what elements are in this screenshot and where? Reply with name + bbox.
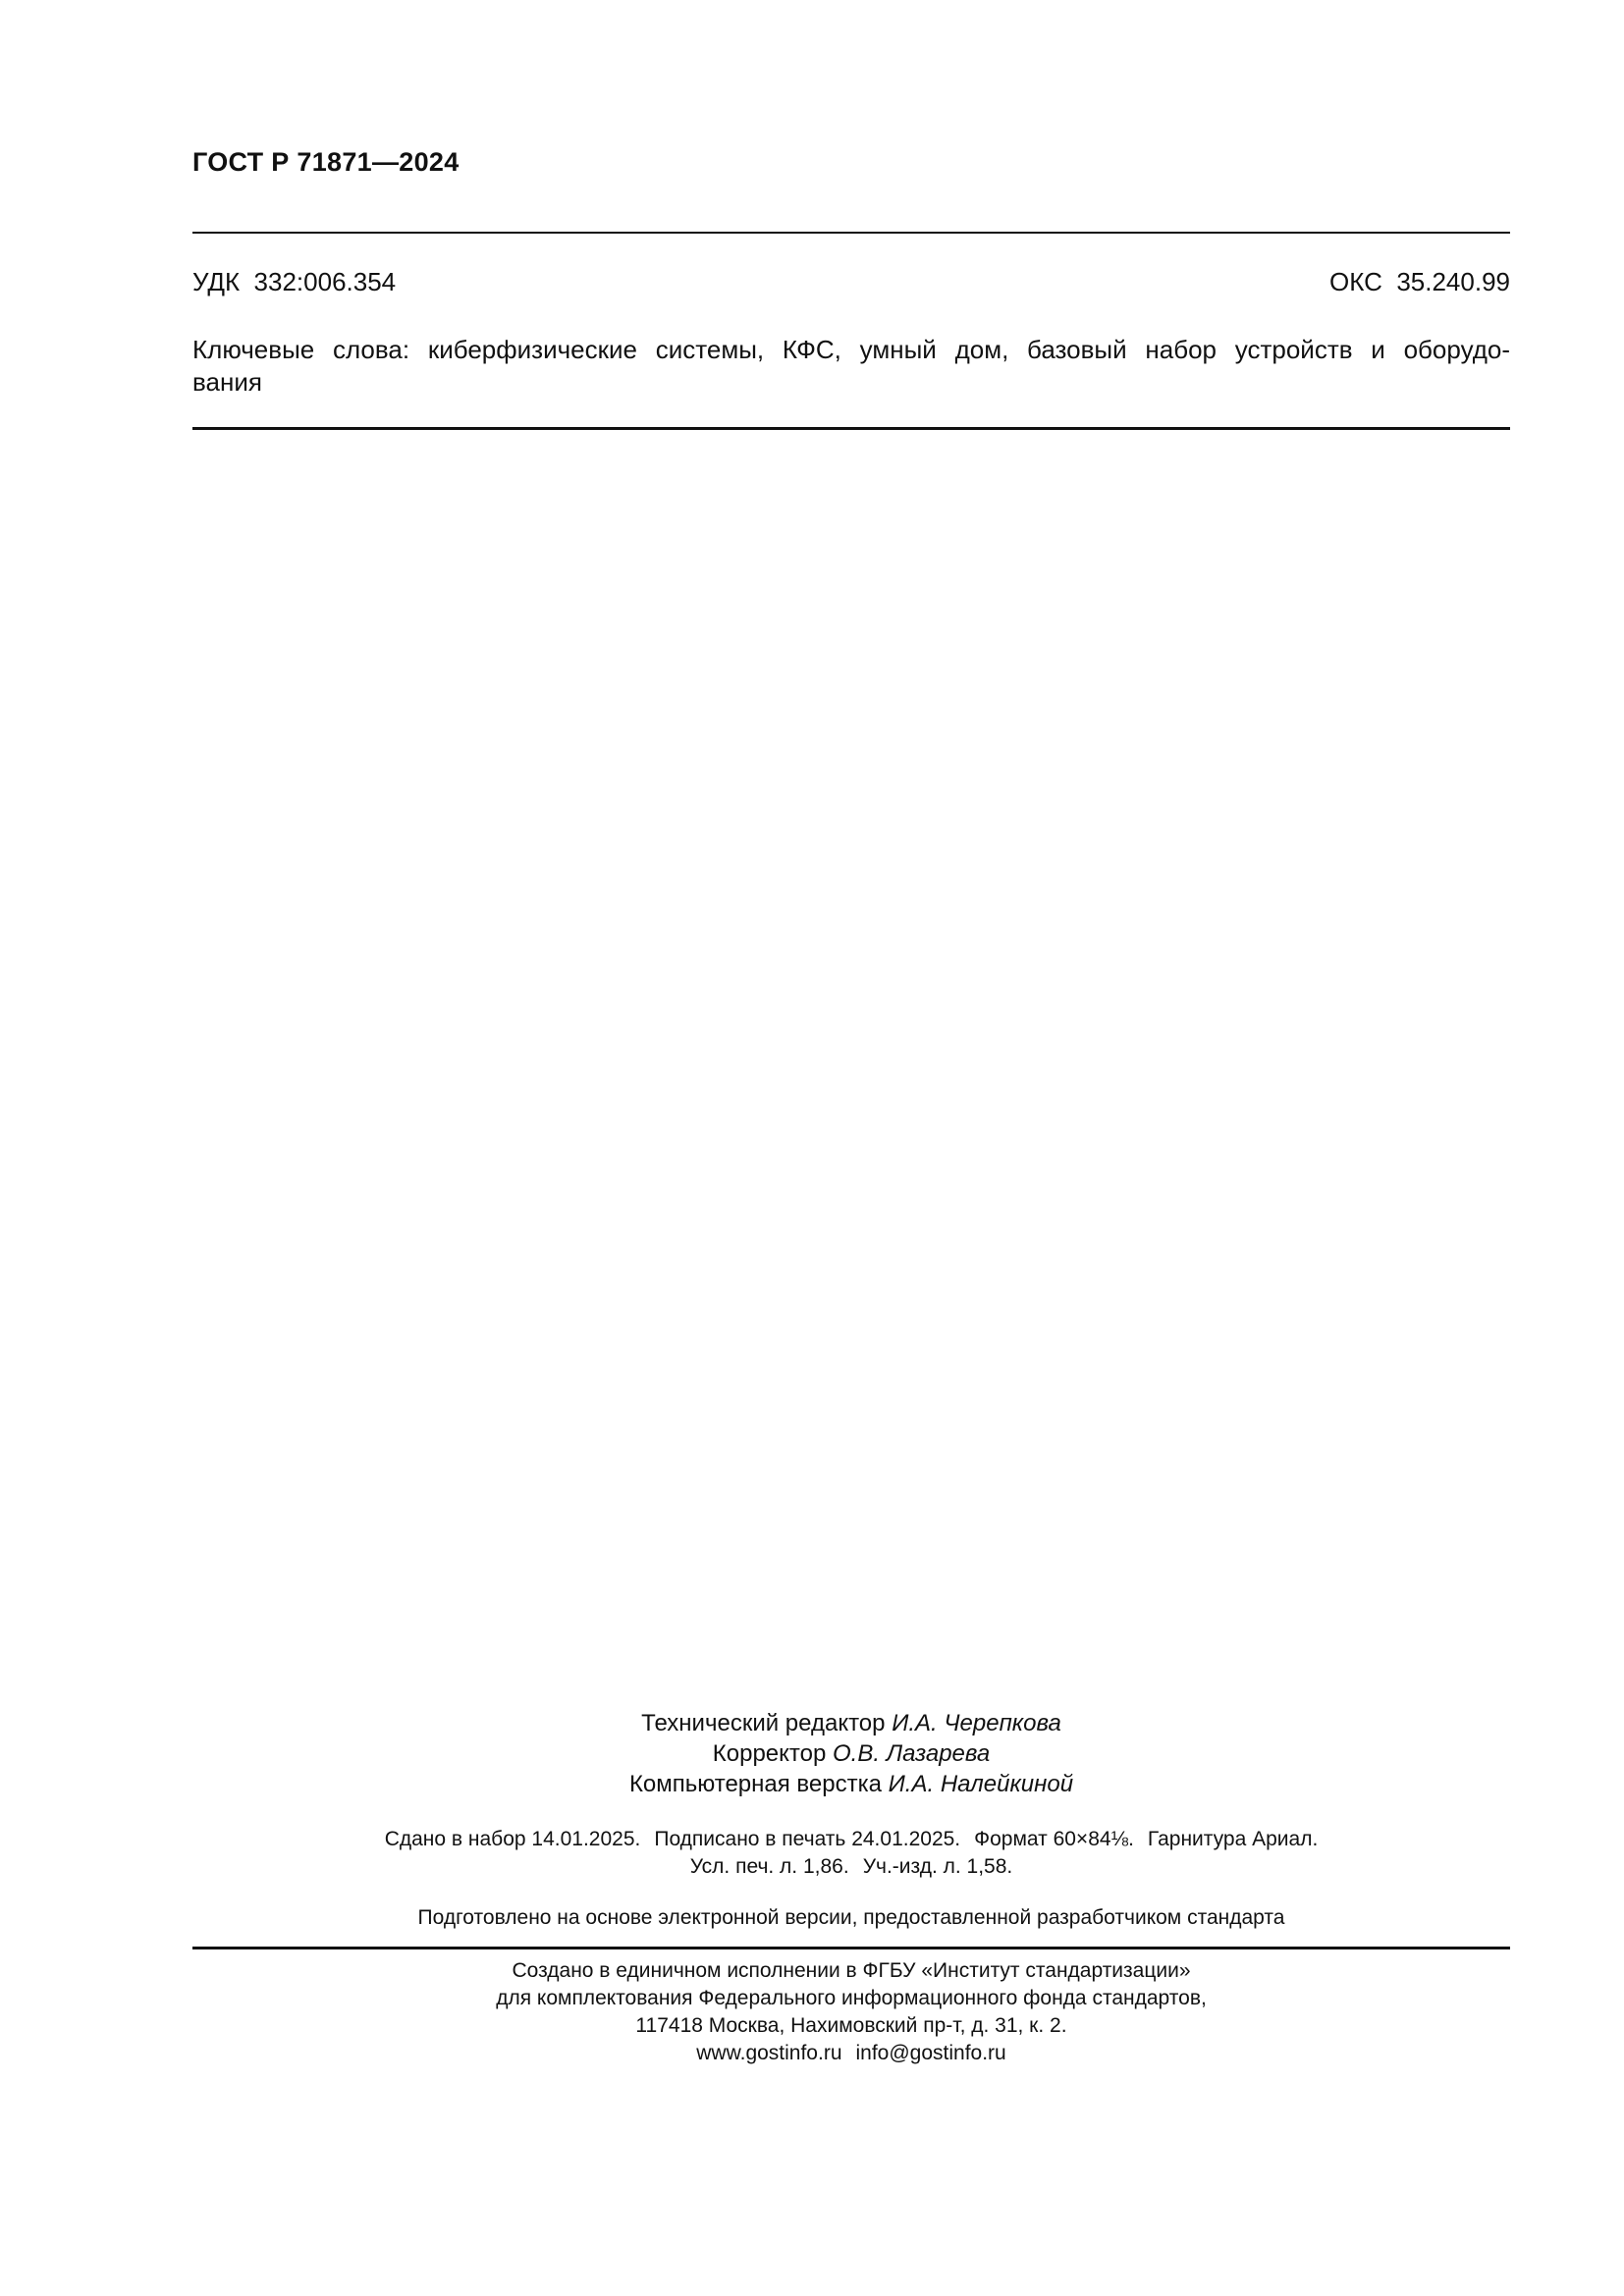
keywords-line-1: Ключевые слова: киберфизические системы, КФС, умный дом, базовый набор устройств и оборудо- — [192, 335, 1510, 364]
submitted-date: Сдано в набор 14.01.2025. — [384, 1828, 641, 1850]
print-sheets: Усл. печ. л. 1,86. — [689, 1855, 849, 1878]
technical-editor-line — [192, 1708, 1510, 1738]
bottom-divider — [192, 1947, 1510, 1949]
publisher-sheets: Уч.-изд. л. 1,58. — [862, 1855, 1013, 1878]
technical-editor-label: Технический редактор — [641, 1710, 886, 1736]
top-divider — [192, 232, 1510, 234]
corrector-name: О.В. Лазарева — [833, 1740, 991, 1767]
print-info-block — [192, 1826, 1510, 1881]
layout-line — [192, 1769, 1510, 1799]
technical-editor-name: И.А. Черепкова — [892, 1710, 1061, 1736]
standard-code: ГОСТ Р 71871—2024 — [192, 147, 460, 177]
layout-name: И.А. Налейкиной — [888, 1771, 1074, 1797]
signed-date: Подписано в печать 24.01.2025. — [654, 1828, 961, 1850]
publisher-line-2: для комплектования Федерального информационного фонда стандартов, — [496, 1987, 1207, 2009]
oks-code: ОКС 35.240.99 — [1329, 267, 1510, 296]
keywords-line-2: вания — [192, 367, 262, 397]
paper-format: Формат 60×84⅛. — [974, 1828, 1134, 1850]
publisher-address: 117418 Москва, Нахимовский пр-т, д. 31, к. 2. — [635, 2014, 1067, 2037]
publisher-block — [192, 1957, 1510, 2067]
typeface: Гарнитура Ариал. — [1147, 1828, 1319, 1850]
email-link[interactable]: info@gostinfo.ru — [855, 2042, 1006, 2064]
keywords-divider — [192, 427, 1510, 430]
prepared-note: Подготовлено на основе электронной версии, предоставленной разработчиком стандарта — [417, 1906, 1285, 1929]
publisher-line-1: Создано в единичном исполнении в ФГБУ «Институт стандартизации» — [512, 1959, 1191, 1982]
website-link[interactable]: www.gostinfo.ru — [696, 2042, 842, 2064]
print-info-line-2 — [192, 1853, 1510, 1881]
corrector-line — [192, 1738, 1510, 1769]
print-info-line-1 — [192, 1826, 1510, 1853]
publisher-contacts — [192, 2040, 1510, 2067]
udk-code: УДК 332:006.354 — [192, 267, 397, 296]
keywords-block — [192, 334, 1510, 399]
credits-block — [192, 1708, 1510, 1799]
corrector-label: Корректор — [712, 1740, 827, 1767]
layout-label: Компьютерная верстка — [628, 1771, 882, 1797]
